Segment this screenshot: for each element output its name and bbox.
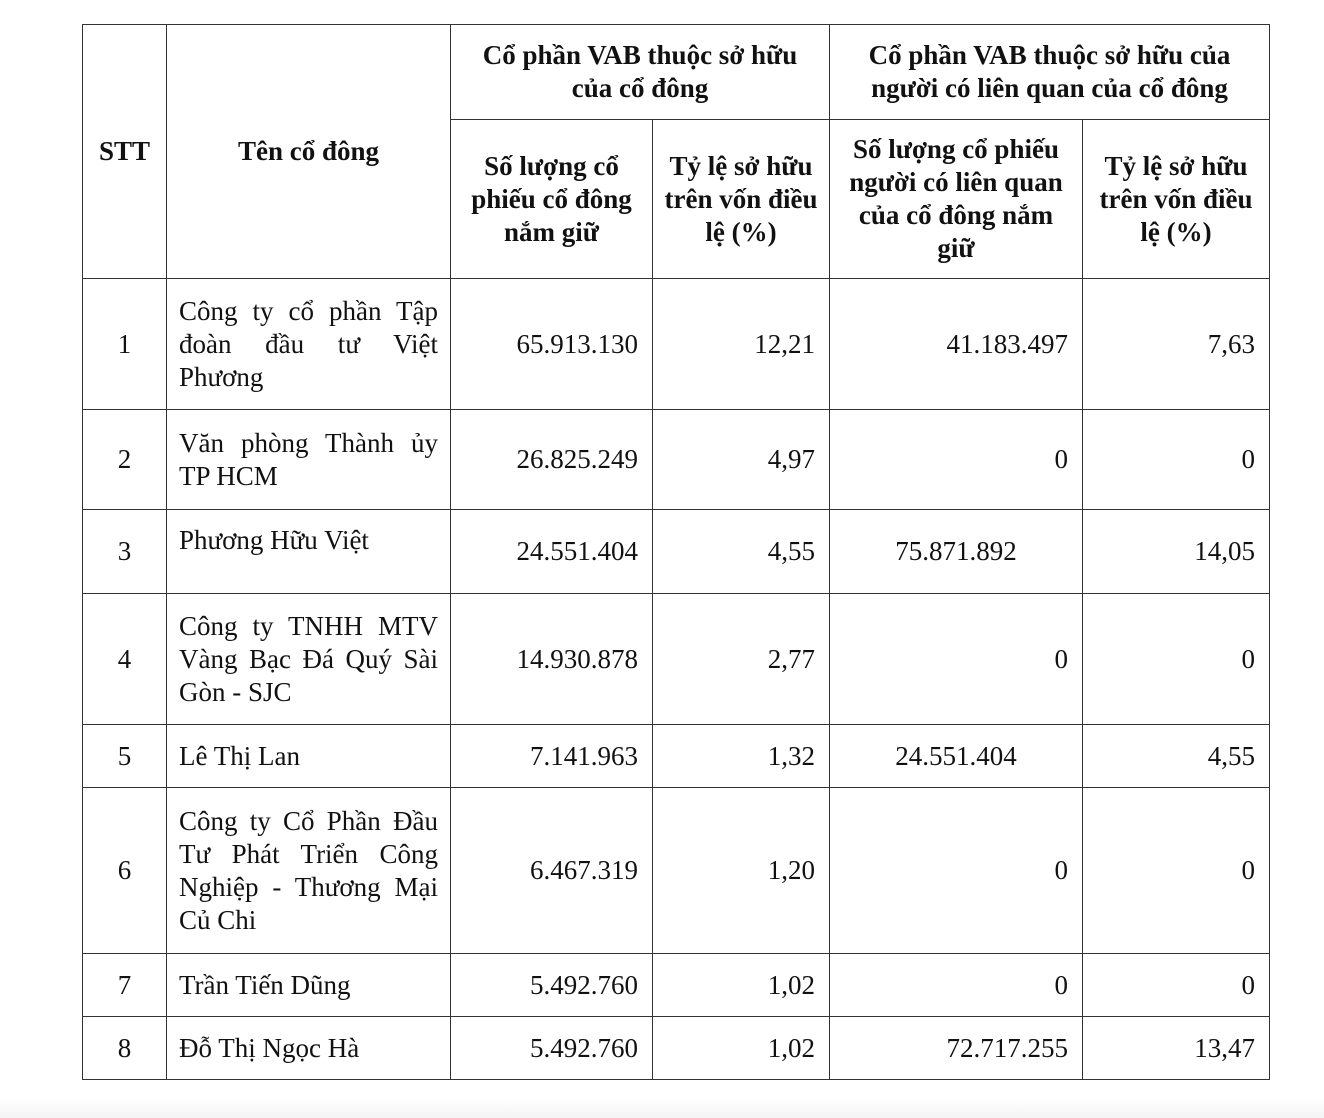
cell-own-shares: 5.492.760 [451, 954, 653, 1017]
table-row [83, 954, 1270, 1017]
cell-own-ratio: 12,21 [653, 279, 830, 410]
header-name: Tên cổ đông [167, 25, 451, 279]
cell-own-ratio: 2,77 [653, 594, 830, 725]
cell-stt: 5 [83, 725, 167, 788]
table-row [83, 410, 1270, 510]
cell-own-shares: 7.141.963 [451, 725, 653, 788]
cell-own-shares: 5.492.760 [451, 1017, 653, 1080]
cell-name: Trần Tiến Dũng [167, 954, 451, 1017]
header-related-ratio-label: Tỷ lệ sở hữu trên vốn điều lệ (%) [1099, 150, 1253, 247]
cell-stt: 3 [83, 510, 167, 594]
cell-own-shares: 6.467.319 [451, 788, 653, 954]
cell-related-ratio: 0 [1083, 410, 1270, 510]
shareholder-table [82, 24, 1270, 1080]
cell-own-ratio: 1,20 [653, 788, 830, 954]
cell-own-ratio: 1,02 [653, 954, 830, 1017]
cell-own-ratio: 1,02 [653, 1017, 830, 1080]
cell-stt: 2 [83, 410, 167, 510]
cell-related-shares: 72.717.255 [830, 1017, 1083, 1080]
header-group-own-label: Cổ phần VAB thuộc sở hữu của cổ đông [482, 40, 798, 103]
cell-name: Lê Thị Lan [167, 725, 451, 788]
cell-own-shares: 65.913.130 [451, 279, 653, 410]
cell-related-shares: 75.871.892 [830, 510, 1083, 594]
header-stt: STT [83, 25, 167, 279]
cell-related-ratio: 0 [1083, 954, 1270, 1017]
cell-related-shares: 0 [830, 410, 1083, 510]
cell-own-shares: 24.551.404 [451, 510, 653, 594]
cell-related-ratio: 14,05 [1083, 510, 1270, 594]
cell-own-shares: 14.930.878 [451, 594, 653, 725]
cell-name: Đỗ Thị Ngọc Hà [167, 1017, 451, 1080]
cell-own-ratio: 4,97 [653, 410, 830, 510]
cell-related-ratio: 7,63 [1083, 279, 1270, 410]
cell-name: Công ty cổ phần Tập đoàn đầu tư Việt Phương [167, 279, 451, 410]
header-own-shares-label: Số lượng cổ phiếu cổ đông nắm giữ [471, 150, 632, 247]
cell-stt: 1 [83, 279, 167, 410]
table-row [83, 279, 1270, 410]
cell-related-ratio: 4,55 [1083, 725, 1270, 788]
header-related-shares [830, 120, 1083, 279]
table-row [83, 594, 1270, 725]
header-own-ratio-label: Tỷ lệ sở hữu trên vốn điều lệ (%) [664, 150, 818, 247]
table-row [83, 1017, 1270, 1080]
shareholder-table-container [82, 24, 1269, 1080]
header-related-shares-label: Số lượng cổ phiếu người có liên quan của cổ đông nắm giữ [849, 134, 1063, 263]
cell-stt: 7 [83, 954, 167, 1017]
cell-own-ratio: 1,32 [653, 725, 830, 788]
header-row-groups [83, 25, 1270, 120]
cell-name: Công ty TNHH MTV Vàng Bạc Đá Quý Sài Gòn - SJC [167, 594, 451, 725]
table-row [83, 725, 1270, 788]
bottom-shadow [0, 1098, 1324, 1118]
cell-stt: 4 [83, 594, 167, 725]
cell-related-ratio: 0 [1083, 788, 1270, 954]
cell-stt: 8 [83, 1017, 167, 1080]
header-group-own [451, 25, 830, 120]
cell-related-shares: 0 [830, 594, 1083, 725]
cell-related-shares: 41.183.497 [830, 279, 1083, 410]
cell-stt: 6 [83, 788, 167, 954]
header-group-related [830, 25, 1270, 120]
cell-name: Công ty Cổ Phần Đầu Tư Phát Triển Công Nghiệp - Thương Mại Củ Chi [167, 788, 451, 954]
header-related-ratio [1083, 120, 1270, 279]
table-row [83, 510, 1270, 594]
header-own-ratio [653, 120, 830, 279]
cell-related-shares: 0 [830, 788, 1083, 954]
cell-name: Văn phòng Thành ủy TP HCM [167, 410, 451, 510]
table-row [83, 788, 1270, 954]
cell-own-ratio: 4,55 [653, 510, 830, 594]
cell-name: Phương Hữu Việt [167, 510, 451, 594]
cell-related-shares: 24.551.404 [830, 725, 1083, 788]
header-group-related-label: Cổ phần VAB thuộc sở hữu của người có liên quan của cổ đông [868, 40, 1231, 103]
cell-related-ratio: 0 [1083, 594, 1270, 725]
header-own-shares [451, 120, 653, 279]
cell-related-shares: 0 [830, 954, 1083, 1017]
cell-own-shares: 26.825.249 [451, 410, 653, 510]
cell-related-ratio: 13,47 [1083, 1017, 1270, 1080]
